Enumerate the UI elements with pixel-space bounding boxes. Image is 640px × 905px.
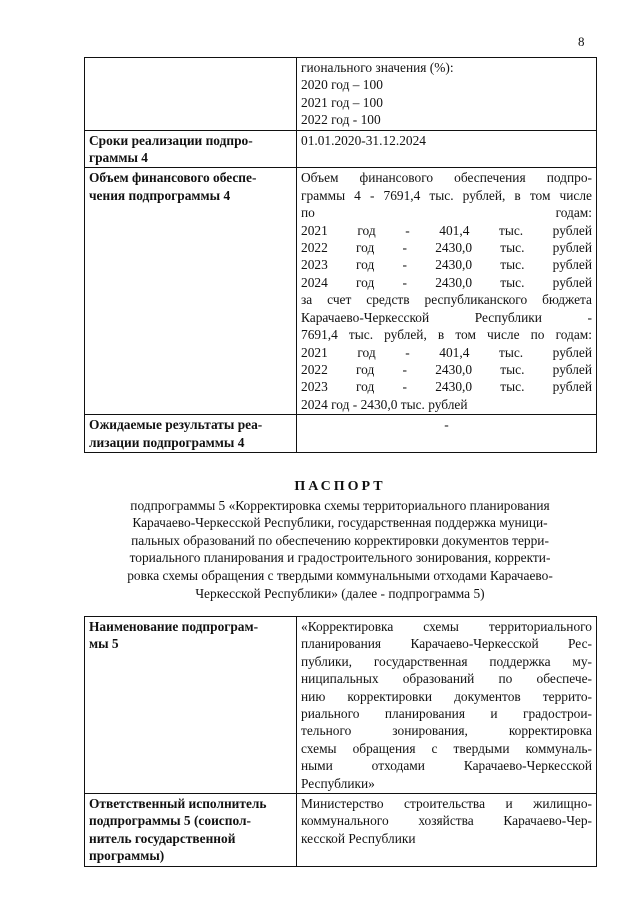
row-value-cell [297,617,597,794]
value-line: 7691,4 тыс. рублей, в том числе по годам: [301,327,592,343]
value-line: риального планирования и градострои- [301,706,592,722]
passport-heading-block [92,478,588,602]
row-label-cell [85,58,297,131]
value-line: планирования Карачаево-Черкесской Рес- [301,636,592,652]
label-line: программы) [89,848,165,864]
value-line: за счет средств республиканского бюджета [301,292,592,308]
value-line: Объем финансового обеспечения подпро- [301,170,592,186]
table-row [85,130,597,168]
passport-line: Карачаево-Черкесской Республики, государственная поддержка муници- [132,515,548,531]
value-line: 2024 год - 2430,0 тыс. рублей [301,396,468,412]
value-line: граммы 4 - 7691,4 тыс. рублей, в том числе [301,187,592,203]
value-line: 2020 год – 100 [301,77,383,93]
label-line: чения подпрограммы 4 [89,187,231,203]
row-label-cell [85,415,297,453]
value-line: 2023 год - 2430,0 тыс. рублей [301,257,592,273]
passport-subtitle [92,497,588,603]
label-line: подпрограммы 5 (соиспол- [89,813,251,829]
passport-line: ровка схемы обращения с твердыми коммунальными отходами Карачаево- [127,567,553,583]
value-line: 2021 год - 401,4 тыс. рублей [301,222,592,238]
value-line: 2022 год - 100 [301,112,381,128]
row-value-cell [297,794,597,867]
label-line: лизации подпрограммы 4 [89,434,245,450]
value-line: гионального значения (%): [301,60,454,75]
table-row [85,415,597,453]
value-line: 2022 год - 2430,0 тыс. рублей [301,361,592,377]
label-line: Наименование подпрограм- [89,619,259,634]
row-value-cell [297,168,597,415]
label-line: Сроки реализации подпро- [89,132,253,148]
table-row [85,617,597,794]
value-line: «Корректировка схемы территориального [301,619,592,634]
value-line: публики, государственная поддержка му- [301,653,592,669]
value-line: 2021 год – 100 [301,94,383,110]
subprogram-5-passport-table [84,616,597,867]
row-label-cell [85,130,297,168]
table-row [85,58,597,131]
value-line: схемы обращения с твердыми коммуналь- [301,740,592,756]
passport-line: ториального планирования и градостроительного зонирования, корректи- [129,550,551,566]
value-line: ными отходами Карачаево-Черкесской [301,758,592,774]
passport-line: подпрограммы 5 «Корректировка схемы территориального планирования [130,497,550,513]
page-number: 8 [578,34,585,49]
passport-line: Черкесской Республики» (далее - подпрограмма 5) [195,585,485,601]
value-line: - [444,417,449,433]
value-line: кесской Республики [301,830,416,846]
value-line: ниципальных образований по обеспече- [301,671,592,687]
row-value-cell [297,415,597,453]
value-line: 01.01.2020-31.12.2024 [301,132,426,148]
table-row [85,168,597,415]
row-label-cell [85,617,297,794]
value-line: нию корректировки документов террито- [301,688,592,704]
value-line: 2021 год - 401,4 тыс. рублей [301,344,592,360]
value-line: 2023 год - 2430,0 тыс. рублей [301,379,592,395]
label-line: Ожидаемые результаты реа- [89,417,263,433]
label-line: нитель государственной [89,830,236,846]
value-line: Карачаево-Черкесской Республики - [301,309,592,325]
row-label-cell [85,168,297,415]
label-line: Ответственный исполнитель [89,796,267,812]
label-line: граммы 4 [89,150,148,166]
value-line: Министерство строительства и жилищно- [301,796,592,812]
row-value-cell [297,130,597,168]
value-line: Республики» [301,775,375,791]
row-label-cell [85,794,297,867]
passport-line: пальных образований по обеспечению корректировки документов терри- [131,532,549,548]
label-line: Объем финансового обеспе- [89,170,257,186]
label-line: мы 5 [89,636,119,652]
value-line: коммунального хозяйства Карачаево-Чер- [301,813,592,829]
value-line: тельного зонирования, корректировка [301,723,592,739]
value-line: 2022 год - 2430,0 тыс. рублей [301,240,592,256]
table-row [85,794,597,867]
value-line: 2024 год - 2430,0 тыс. рублей [301,274,592,290]
subprogram-4-passport-table [84,57,597,453]
row-value-cell [297,58,597,131]
passport-title: ПАСПОРТ [294,479,386,494]
value-line: по годам: [301,205,592,221]
